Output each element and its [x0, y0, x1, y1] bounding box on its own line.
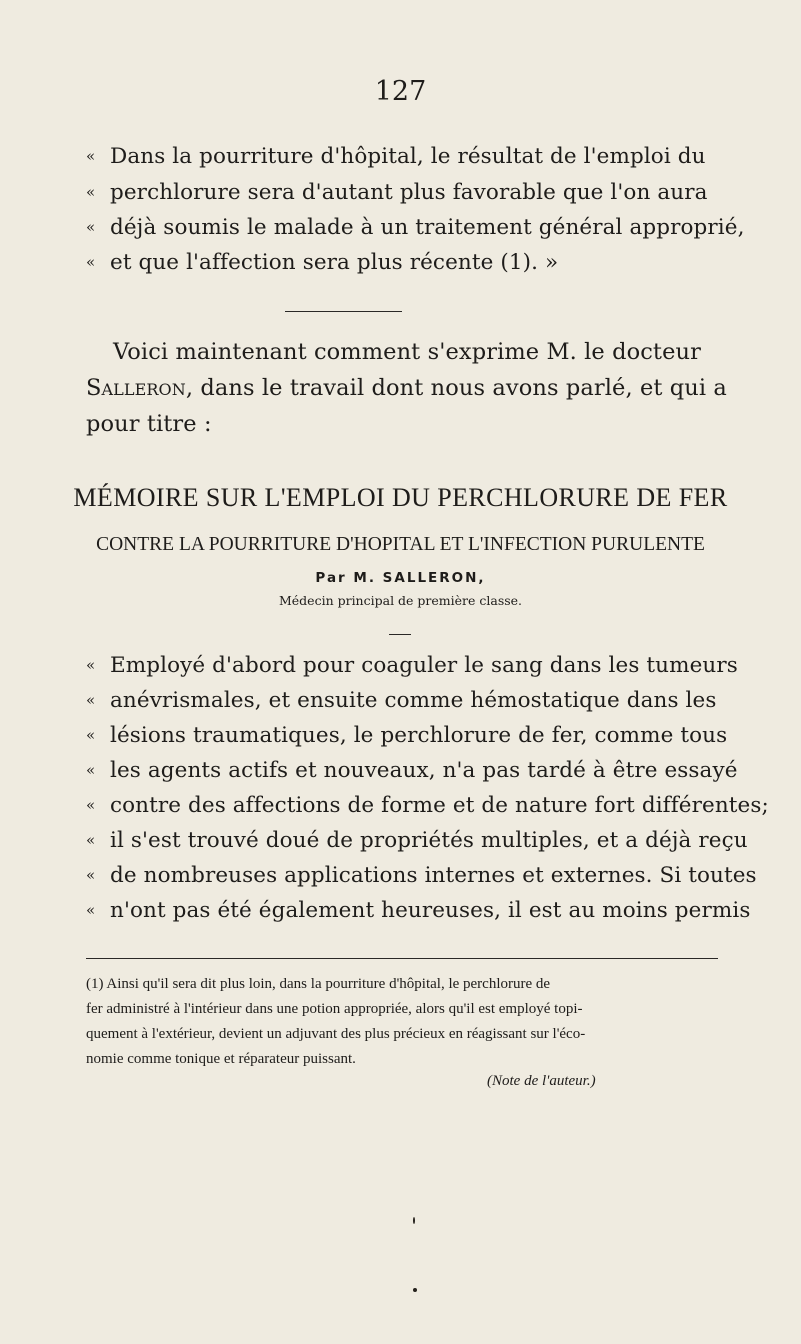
quote-mark: « [86, 901, 96, 919]
footnote-separator [86, 958, 718, 959]
author-name: Salleron [86, 375, 186, 401]
quote2-line-5: « contre des affections de forme et de nature fort différentes; [86, 793, 769, 818]
quote2-line-4: « les agents actifs et nouveaux, n'a pas tardé à être essayé [86, 758, 738, 783]
quote1-line-3: « déjà soumis le malade à un traitement général approprié, [86, 215, 745, 240]
quote1-line-1: « Dans la pourriture d'hôpital, le résultat de l'emploi du [86, 144, 706, 169]
quote-mark: « [86, 761, 96, 779]
quote2-line-2: « anévrismales, et ensuite comme hémostatique dans les [86, 688, 717, 713]
author-credential: Médecin principal de première classe. [278, 593, 523, 608]
quote2-line-7: « de nombreuses applications internes et externes. Si toutes [86, 863, 757, 888]
quote2-line-8: « n'ont pas été également heureuses, il est au moins permis [86, 898, 751, 923]
title-divider [389, 634, 411, 635]
memoir-byline: Par M. SALLERON, [315, 570, 486, 586]
quote-mark: « [86, 831, 96, 849]
quote1-line-2: « perchlorure sera d'autant plus favorable que l'on aura [86, 180, 708, 205]
intro-line-2: Salleron, dans le travail dont nous avons parlé, et qui a [86, 375, 727, 401]
memoir-subtitle: CONTRE LA POURRITURE D'HOPITAL ET L'INFECTION PURULENTE [96, 534, 705, 555]
quote-mark: « [86, 253, 96, 271]
quote-mark: « [86, 796, 96, 814]
section-divider [285, 311, 402, 312]
quote2-line-1: « Employé d'abord pour coaguler le sang dans les tumeurs [86, 653, 738, 678]
intro-line-3: pour titre : [86, 411, 212, 437]
footnote-line-3: quement à l'extérieur, devient un adjuvant des plus précieux en réagissant sur l'éco- [86, 1026, 586, 1042]
quote-mark: « [86, 656, 96, 674]
footnote-attribution: (Note de l'auteur.) [487, 1073, 596, 1089]
quote2-line-3: « lésions traumatiques, le perchlorure de fer, comme tous [86, 723, 728, 748]
quote-mark: « [86, 147, 96, 165]
quote-mark: « [86, 726, 96, 744]
quote-mark: « [86, 691, 96, 709]
intro-line-1: Voici maintenant comment s'exprime M. le docteur [113, 339, 701, 365]
quote-mark: « [86, 866, 96, 884]
quote1-line-4: « et que l'affection sera plus récente (1). » [86, 250, 559, 275]
page-number: 127 [374, 76, 427, 107]
footnote-line-4: nomie comme tonique et réparateur puissant. [86, 1051, 356, 1067]
footnote-line-1: (1) Ainsi qu'il sera dit plus loin, dans la pourriture d'hôpital, le perchlorure de [86, 976, 551, 992]
memoir-title: MÉMOIRE SUR L'EMPLOI DU PERCHLORURE DE FER [73, 483, 728, 512]
ink-speck [413, 1288, 417, 1292]
ink-speck [413, 1217, 415, 1224]
quote-mark: « [86, 183, 96, 201]
footnote-line-2: fer administré à l'intérieur dans une potion appropriée, alors qu'il est employé topi- [86, 1001, 583, 1017]
quote-mark: « [86, 218, 96, 236]
quote2-line-6: « il s'est trouvé doué de propriétés multiples, et a déjà reçu [86, 828, 748, 853]
